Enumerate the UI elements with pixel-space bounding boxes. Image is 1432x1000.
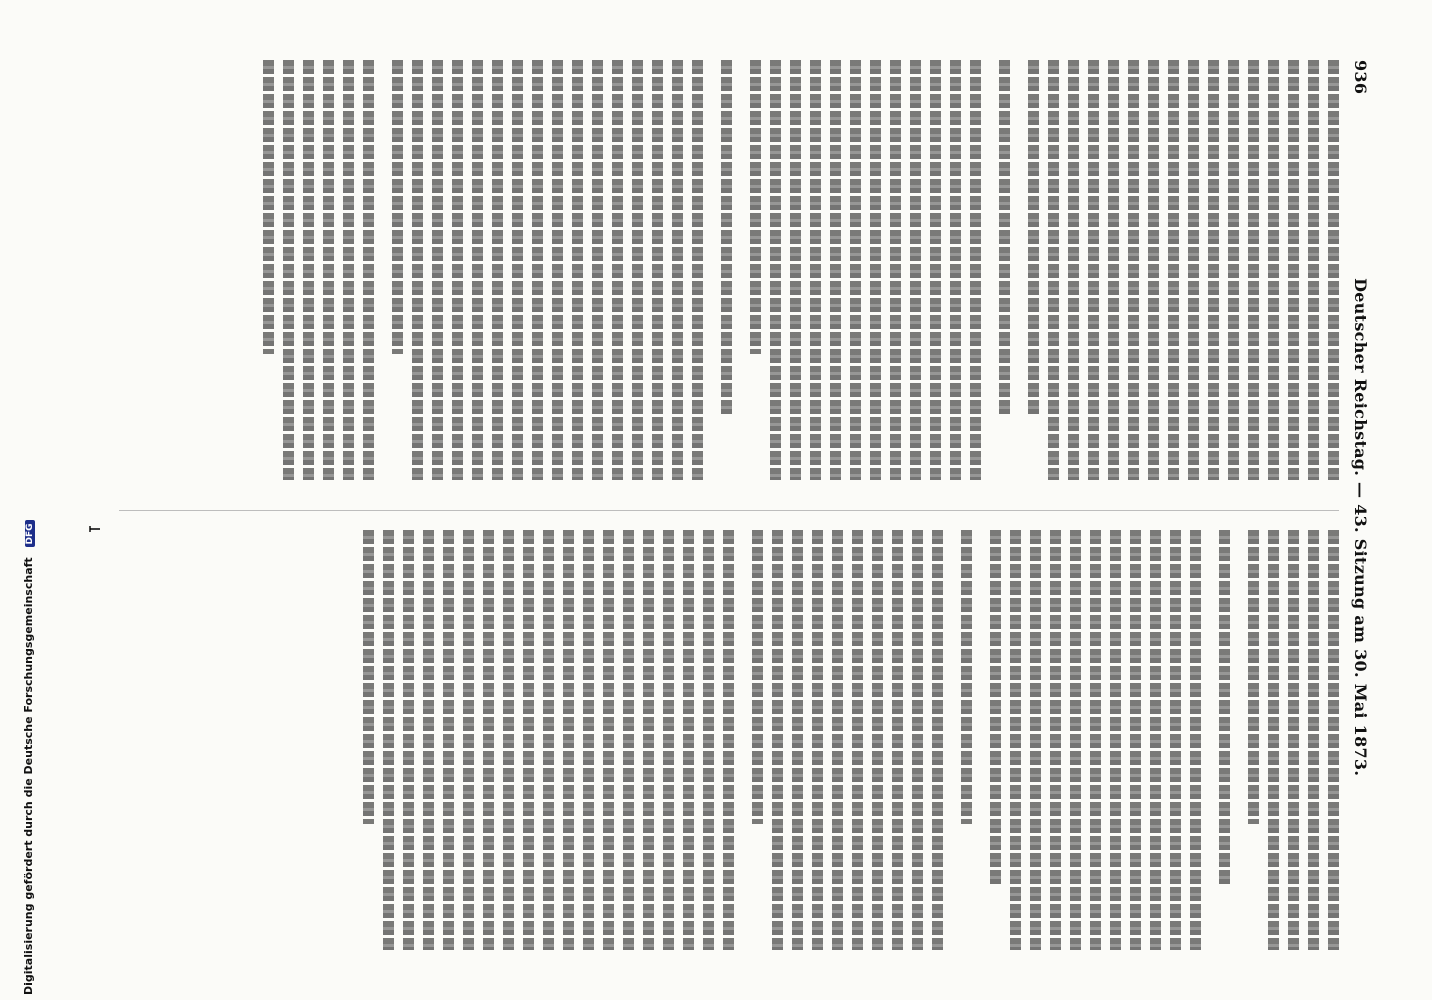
page-number: 936 — [1351, 60, 1371, 95]
page-header — [1347, 60, 1375, 960]
column-divider — [119, 510, 1339, 511]
paragraph — [1248, 530, 1339, 950]
paragraph — [1219, 530, 1230, 950]
rotated-text-frame — [95, 60, 1375, 960]
dfg-logo-icon: DFG — [25, 520, 35, 547]
paragraph — [752, 530, 943, 950]
paragraph — [392, 60, 703, 480]
running-title: Deutscher Reichstag. — 43. Sitzung am 30. Mai 1873. — [1351, 278, 1371, 777]
registration-mark-icon — [88, 522, 102, 536]
paragraph — [721, 60, 732, 480]
paragraph — [750, 60, 981, 480]
credit-text: Digitalisierung gefördert durch die Deutsche Forschungsgemeinschaft — [22, 557, 35, 995]
paragraph — [999, 60, 1010, 480]
paragraph — [1028, 60, 1339, 480]
paragraph — [990, 530, 1201, 950]
text-column-left — [119, 60, 1339, 480]
digitization-credit — [22, 520, 35, 995]
text-column-right — [119, 530, 1339, 950]
paragraph — [961, 530, 972, 950]
paragraph — [363, 530, 734, 950]
paragraph — [263, 60, 374, 480]
